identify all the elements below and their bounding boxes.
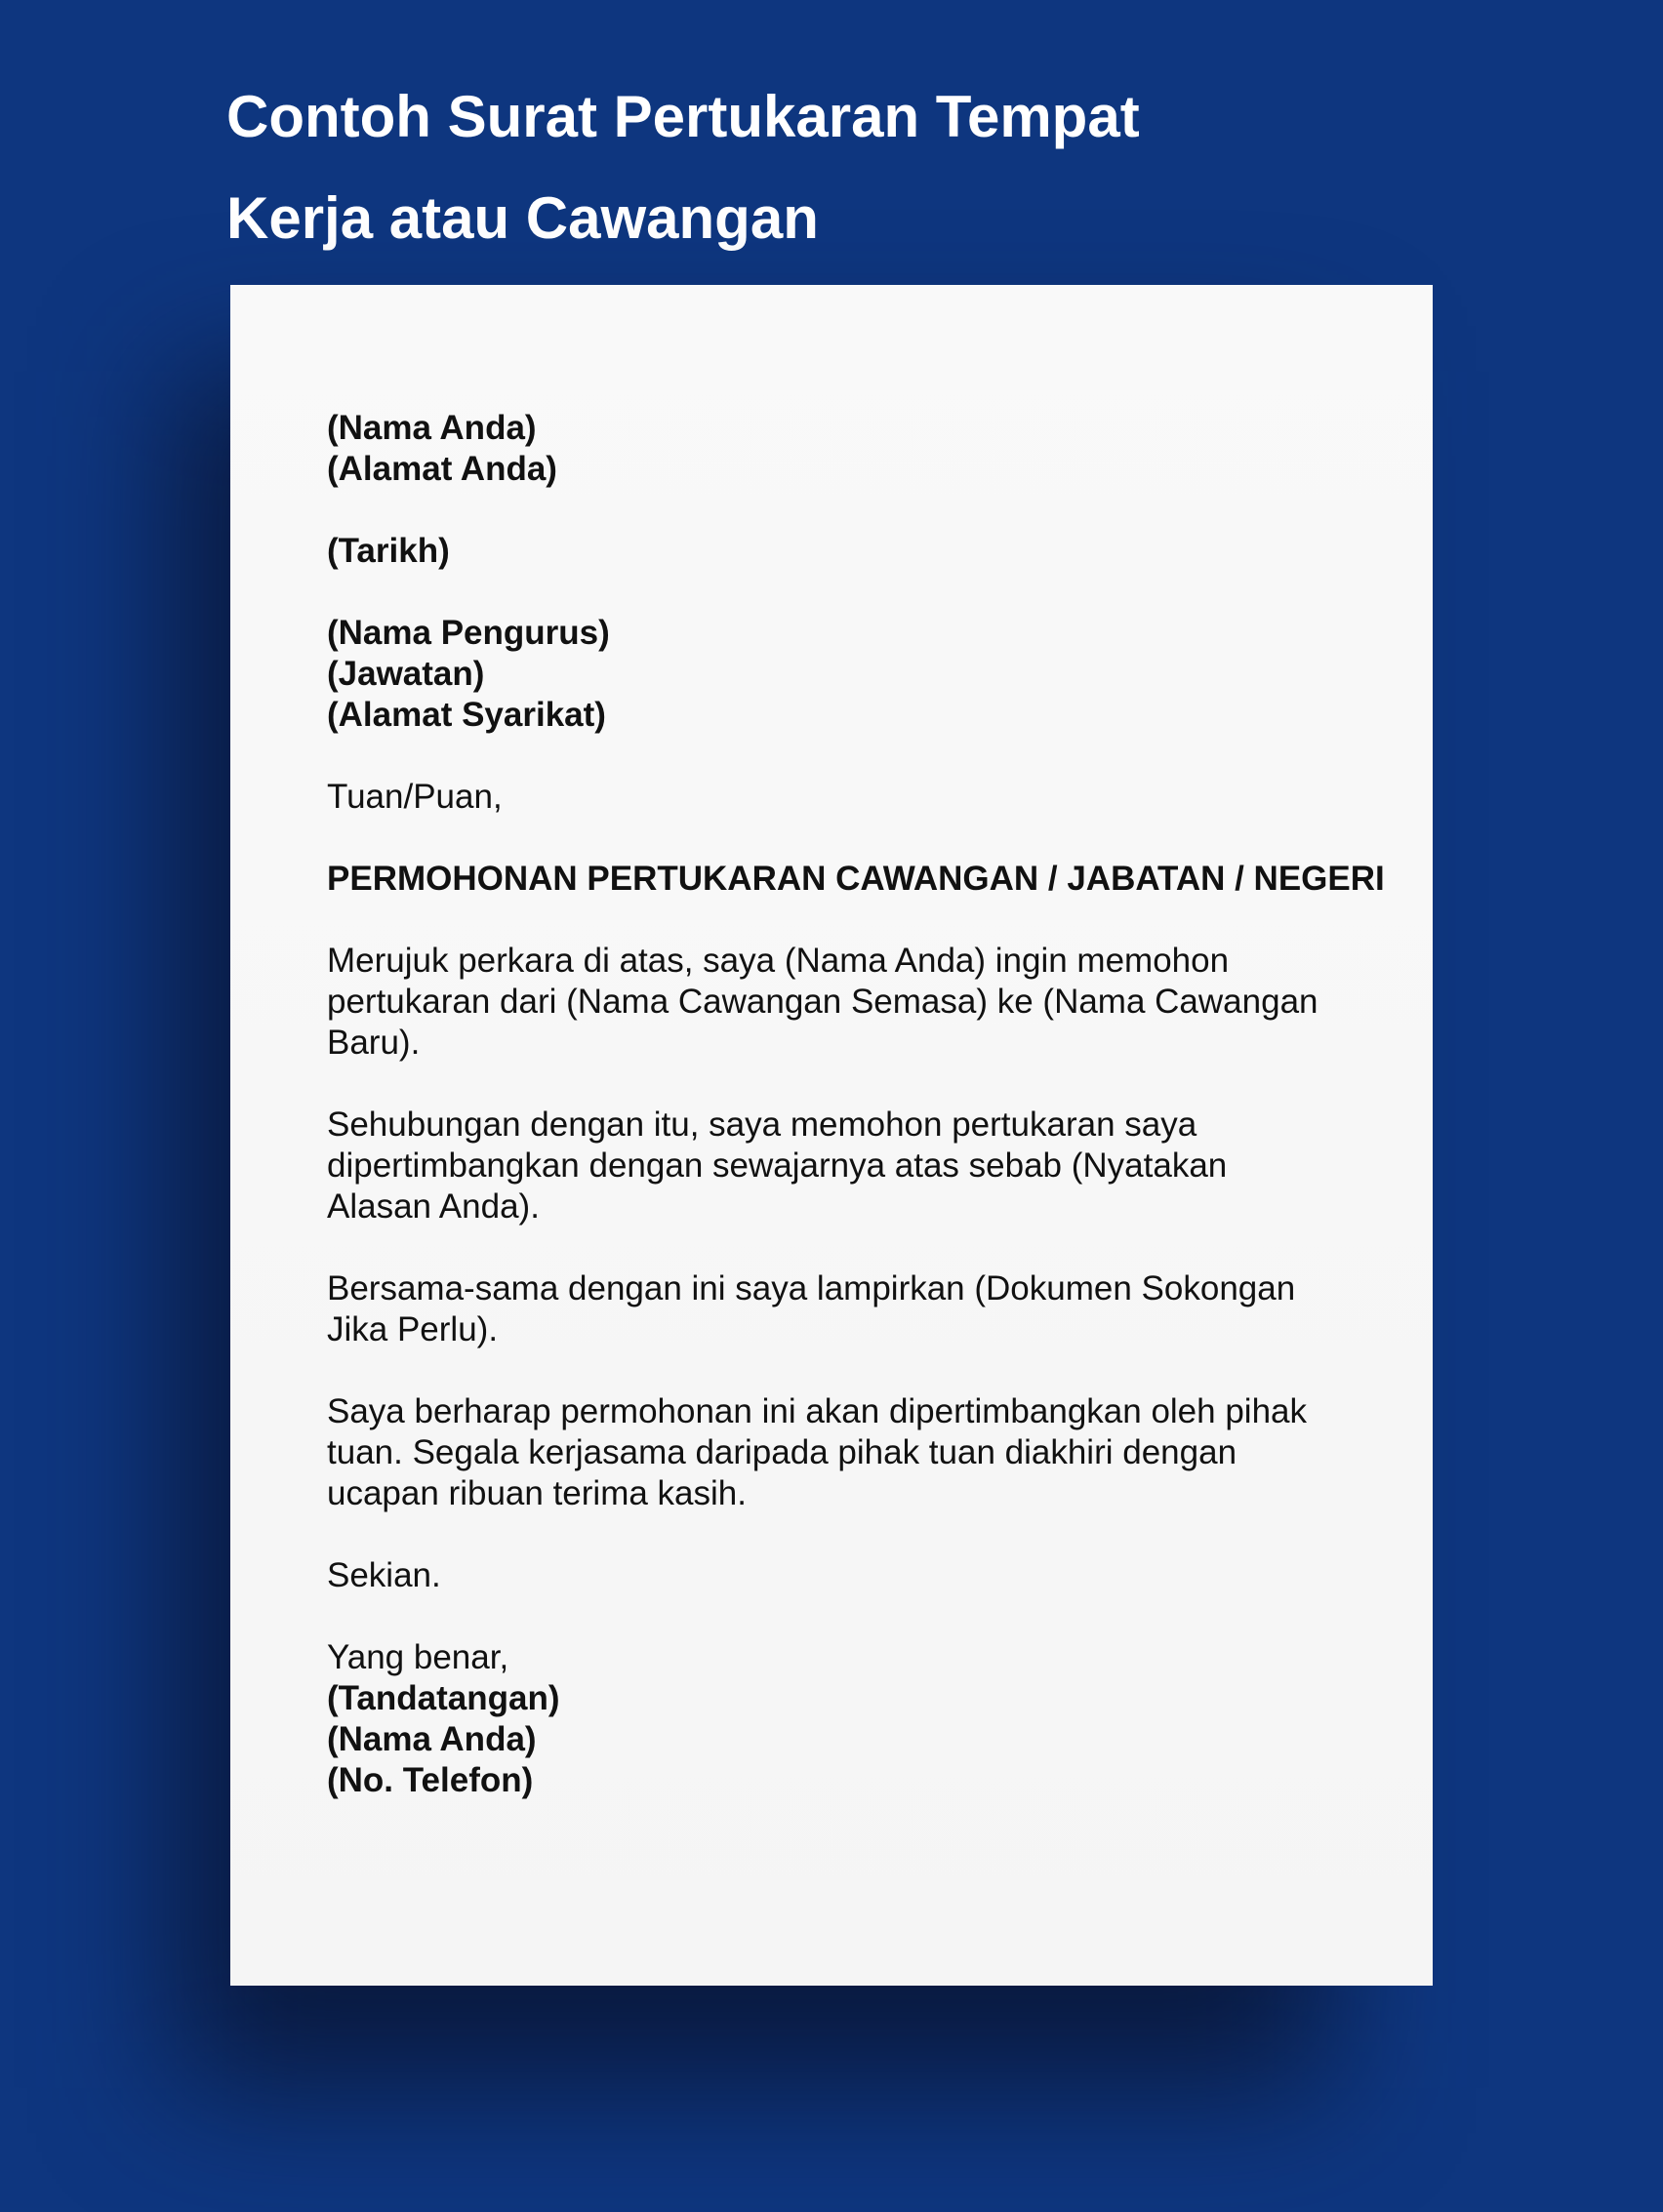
paragraph-line: Merujuk perkara di atas, saya (Nama Anda) ingin memohon <box>327 942 1230 980</box>
closing: Sekian. <box>327 1556 441 1594</box>
signature-block <box>327 1637 1381 1801</box>
letter-subject: PERMOHONAN PERTUKARAN CAWANGAN / JABATAN / NEGERI <box>327 860 1385 898</box>
body-paragraph-4 <box>327 1391 1381 1514</box>
paragraph-line: Jika Perlu). <box>327 1310 499 1348</box>
signature-placeholder: (Tandatangan) <box>327 1679 560 1717</box>
recipient-name: (Nama Pengurus) <box>327 614 610 652</box>
letter-body <box>327 408 1385 1801</box>
spacer <box>327 572 1381 613</box>
sender-address: (Alamat Anda) <box>327 450 557 488</box>
spacer <box>327 1350 1381 1391</box>
signoff: Yang benar, <box>327 1638 509 1676</box>
paragraph-line: Bersama-sama dengan ini saya lampirkan (Dokumen Sokongan <box>327 1269 1296 1307</box>
signer-name: (Nama Anda) <box>327 1720 537 1758</box>
spacer <box>327 818 1381 859</box>
body-paragraph-1 <box>327 941 1381 1064</box>
recipient-address: (Alamat Syarikat) <box>327 696 606 734</box>
sender-name: (Nama Anda) <box>327 409 537 447</box>
spacer <box>327 490 1381 531</box>
signer-phone: (No. Telefon) <box>327 1761 534 1799</box>
body-paragraph-2 <box>327 1105 1381 1227</box>
letter-date: (Tarikh) <box>327 532 450 570</box>
spacer <box>327 1064 1381 1105</box>
paragraph-line: tuan. Segala kerjasama daripada pihak tuan diakhiri dengan <box>327 1433 1237 1471</box>
page-title-line-2: Kerja atau Cawangan <box>226 185 819 251</box>
paragraph-line: Baru). <box>327 1024 421 1062</box>
body-paragraph-3 <box>327 1268 1381 1350</box>
spacer <box>327 1514 1381 1555</box>
paragraph-line: dipertimbangkan dengan sewajarnya atas sebab (Nyatakan <box>327 1146 1228 1185</box>
spacer <box>327 736 1381 777</box>
letter-sheet <box>230 285 1433 1986</box>
page-title-line-1: Contoh Surat Pertukaran Tempat <box>226 84 1140 149</box>
paragraph-line: Sehubungan dengan itu, saya memohon pertukaran saya <box>327 1106 1197 1144</box>
paragraph-line: Saya berharap permohonan ini akan dipertimbangkan oleh pihak <box>327 1392 1308 1430</box>
page-title <box>226 66 1202 269</box>
sender-block <box>327 408 1381 490</box>
spacer <box>327 1227 1381 1268</box>
salutation: Tuan/Puan, <box>327 778 503 816</box>
recipient-position: (Jawatan) <box>327 655 485 693</box>
recipient-block <box>327 613 1381 736</box>
paragraph-line: ucapan ribuan terima kasih. <box>327 1474 747 1512</box>
paragraph-line: pertukaran dari (Nama Cawangan Semasa) ke (Nama Cawangan <box>327 983 1318 1021</box>
spacer <box>327 900 1381 941</box>
spacer <box>327 1596 1381 1637</box>
paragraph-line: Alasan Anda). <box>327 1187 540 1226</box>
